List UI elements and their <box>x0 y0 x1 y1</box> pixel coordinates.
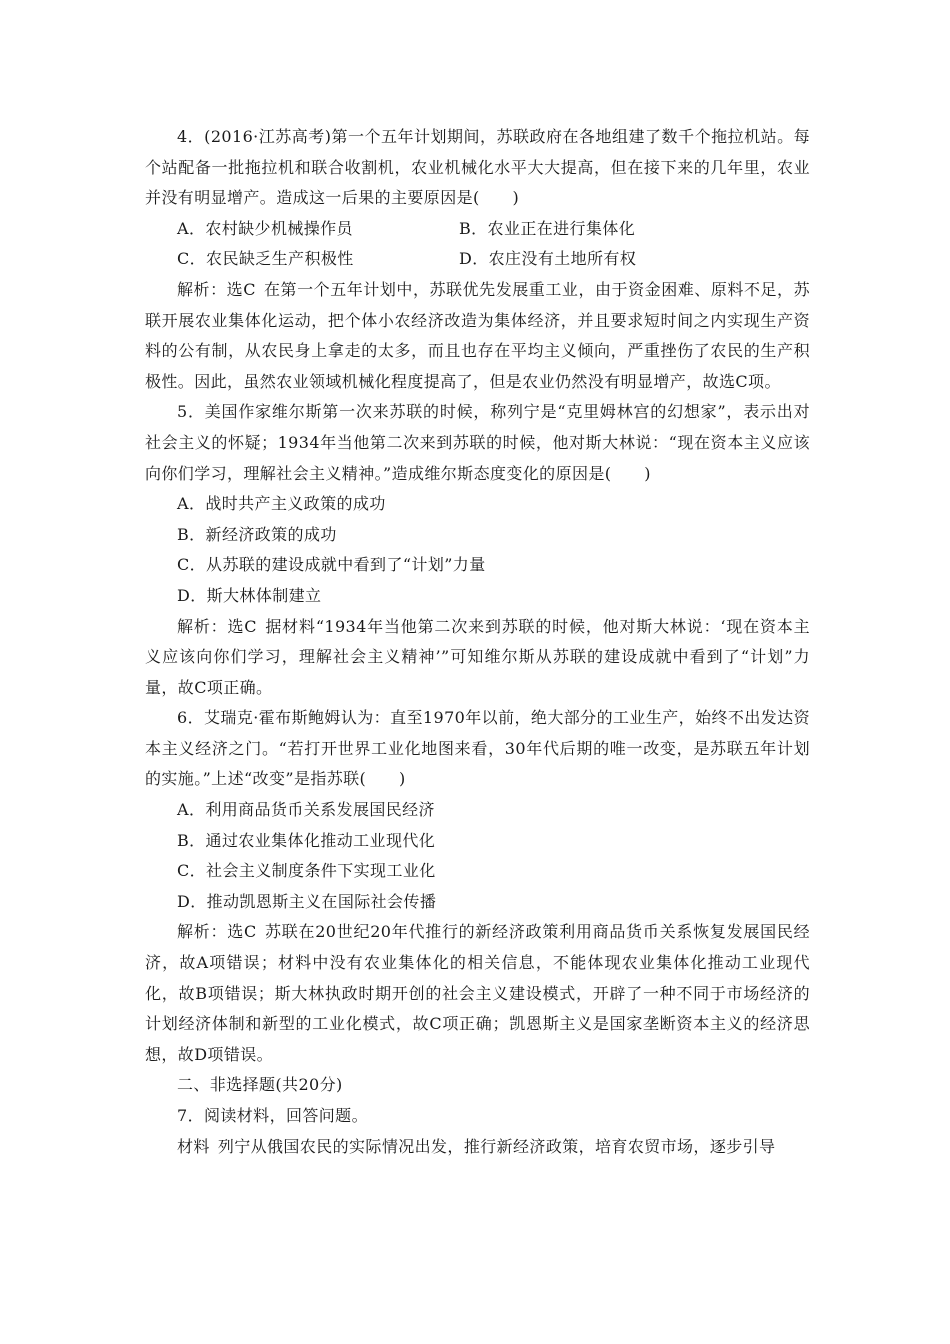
question-6-analysis-label: 解析：选C <box>177 922 257 942</box>
question-6-option-b: B．通过农业集体化推动工业现代化 <box>177 830 436 850</box>
question-5-analysis-label: 解析：选C <box>177 616 257 636</box>
question-4-options-row-1 <box>145 214 810 245</box>
question-4-options-row-2 <box>145 244 810 275</box>
question-5-option-b: B．新经济政策的成功 <box>177 524 337 544</box>
question-4-analysis-text: 在第一个五年计划中，苏联优先发展重工业，由于资金困难、原料不足，苏联开展农业集体化运动，把个体小农经济改造为集体经济，并且要求短时间之内实现生产资料的公有制，从农民身上拿走的太多，而且也存在平均主义倾向，严重挫伤了农民的生产积极性。因此，虽然农业领域机械化程度提高了，但是农业仍然没有明显增产，故选C项。 <box>145 279 810 391</box>
question-5-option-c: C．从苏联的建设成就中看到了“计划”力量 <box>177 555 486 575</box>
question-5-analysis <box>145 612 810 704</box>
question-4-option-b: B．农业正在进行集体化 <box>459 218 636 238</box>
question-5-stem: 5．美国作家维尔斯第一次来苏联的时候，称列宁是“克里姆林宫的幻想家”，表示出对社会主义的怀疑；1934年当他第二次来到苏联的时候，他对斯大林说：“现在资本主义应该向你们学习，理解社会主义精神。”造成维尔斯态度变化的原因是( ) <box>145 402 810 483</box>
section-2-heading: 二、非选择题(共20分) <box>177 1075 343 1095</box>
question-6-analysis <box>145 917 810 1070</box>
question-7-material-text: 列宁从俄国农民的实际情况出发，推行新经济政策，培育农贸市场，逐步引导 <box>217 1136 776 1156</box>
question-6-option-c: C．社会主义制度条件下实现工业化 <box>177 861 436 881</box>
question-4-option-a: A．农村缺少机械操作员 <box>177 218 353 238</box>
question-7-stem: 7．阅读材料，回答问题。 <box>177 1106 368 1125</box>
question-6-option-a: A．利用商品货币关系发展国民经济 <box>177 800 435 820</box>
question-6-option-d: D．推动凯恩斯主义在国际社会传播 <box>177 891 437 911</box>
question-7-material <box>145 1132 810 1163</box>
question-5-option-d: D．斯大林体制建立 <box>177 585 322 605</box>
question-6-stem: 6．艾瑞克·霍布斯鲍姆认为：直至1970年以前，绝大部分的工业生产，始终不出发达资本主义经济之门。“若打开世界工业化地图来看，30年代后期的唯一改变，是苏联五年计划的实施。”上述“改变”是指苏联( ) <box>145 708 810 789</box>
question-4-analysis <box>145 275 810 397</box>
question-7-material-label: 材料 <box>177 1136 210 1156</box>
question-4-option-c: C．农民缺乏生产积极性 <box>177 249 354 269</box>
question-5-option-a: A．战时共产主义政策的成功 <box>177 494 386 514</box>
question-6-analysis-text: 苏联在20世纪20年代推行的新经济政策利用商品货币关系恢复发展国民经济，故A项错误；材料中没有农业集体化的相关信息，不能体现农业集体化推动工业现代化，故B项错误；斯大林执政时期开创的社会主义建设模式，开辟了一种不同于市场经济的计划经济体制和新型的工业化模式，故C项正确；凯恩斯主义是国家垄断资本主义的经济思想，故D项错误。 <box>145 922 810 1064</box>
question-4-option-d: D．农庄没有土地所有权 <box>459 249 637 269</box>
question-4-stem: 4．(2016·江苏高考)第一个五年计划期间，苏联政府在各地组建了数千个拖拉机站。每个站配备一批拖拉机和联合收割机，农业机械化水平大大提高，但在接下来的几年里，农业并没有明显增产。造成这一后果的主要原因是( ) <box>145 127 810 208</box>
question-4-analysis-label: 解析：选C <box>177 279 256 299</box>
document-page <box>145 122 810 1162</box>
question-5-analysis-text: 据材料“1934年当他第二次来到苏联的时候，他对斯大林说：‘现在资本主义应该向你们学习，理解社会主义精神’”可知维尔斯从苏联的建设成就中看到了“计划”力量，故C项正确。 <box>145 616 810 697</box>
